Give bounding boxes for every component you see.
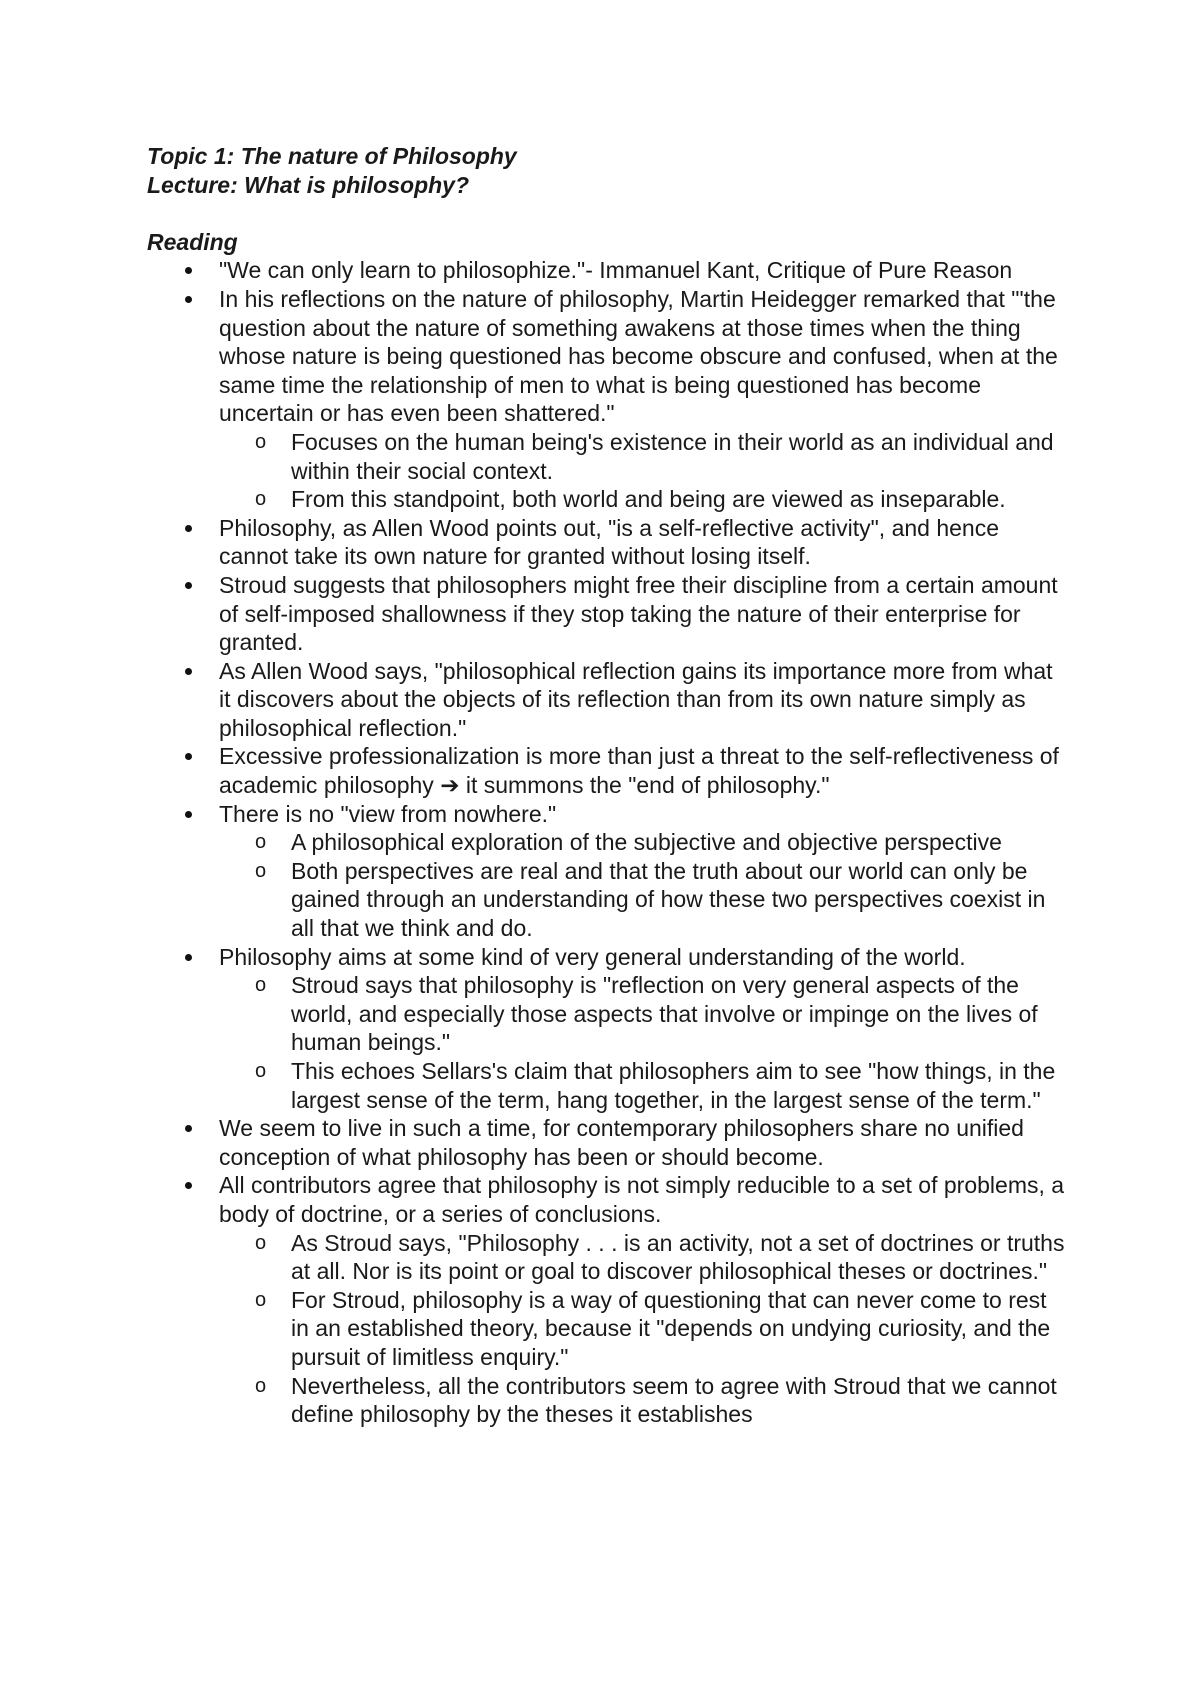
- sub-bullet-marker: o: [255, 1060, 267, 1082]
- sub-list-item-text: This echoes Sellars's claim that philosophers aim to see "how things, in the largest sense of the term, hang together, in the largest sense of the term.": [291, 1058, 1056, 1113]
- list-item: [147, 657, 1067, 743]
- sub-list-item: [219, 828, 1067, 857]
- sub-list-item-text: From this standpoint, both world and being are viewed as inseparable.: [291, 486, 1006, 513]
- sub-list-item: [219, 428, 1067, 485]
- list-item-text: All contributors agree that philosophy is not simply reducible to a set of problems, a body of doctrine, or a series of conclusions.: [219, 1172, 1065, 1227]
- sub-list-item: [219, 485, 1067, 514]
- topic-heading: Topic 1: The nature of Philosophy: [147, 143, 517, 169]
- sub-list-item: [219, 1286, 1067, 1372]
- list-item-text: Philosophy, as Allen Wood points out, "is a self-reflective activity", and hence cannot take its own nature for granted without losing itself.: [219, 514, 1000, 570]
- list-item-text: "We can only learn to philosophize."- Immanuel Kant, Critique of Pure Reason: [219, 257, 1013, 284]
- sub-bullet-marker: o: [255, 1374, 267, 1397]
- bullet-icon: [183, 571, 193, 600]
- lecture-heading: Lecture: What is philosophy?: [147, 171, 470, 198]
- bullet-icon: [183, 943, 193, 972]
- bullet-icon: [183, 742, 193, 771]
- list-item: [147, 285, 1067, 514]
- list-item: [147, 1114, 1067, 1171]
- list-item: [147, 1171, 1067, 1428]
- list-item: [147, 742, 1067, 799]
- sub-list-item-text: Nevertheless, all the contributors seem to agree with Stroud that we cannot define philosophy by the theses it establishes: [291, 1372, 1057, 1428]
- sub-list-item-text: For Stroud, philosophy is a way of questioning that can never come to rest in an established theory, because it "depends on undying curiosity, and the pursuit of limitless enquiry.": [291, 1286, 1051, 1370]
- bullet-icon: [183, 1171, 193, 1200]
- sub-list-item: [219, 1372, 1067, 1429]
- list-item: [147, 800, 1067, 943]
- sub-bullet-marker: o: [255, 974, 267, 997]
- bullet-icon: [183, 514, 193, 543]
- sub-list-item-text: Stroud says that philosophy is "reflection on very general aspects of the world, and especially those aspects that involve or impinge on the lives of human beings.": [291, 972, 1038, 1056]
- bullet-icon: [183, 285, 193, 314]
- sub-bullet-marker: o: [255, 1231, 267, 1254]
- list-item-text: We seem to live in such a time, for contemporary philosophers share no unified conception of what philosophy has been or should become.: [219, 1115, 1024, 1170]
- sub-bullet-marker: o: [255, 1288, 267, 1311]
- sub-list-item: [219, 857, 1067, 943]
- sub-bullet-marker: o: [255, 859, 267, 882]
- bullet-icon: [183, 800, 193, 829]
- list-item-text: Excessive professionalization is more than just a threat to the self-reflectiveness of academic philosophy: [219, 743, 1059, 799]
- sub-list-item-text: As Stroud says, "Philosophy . . . is an activity, not a set of doctrines or truths at all. Nor is its point or goal to discover philosophical theses or doctrines.": [291, 1229, 1065, 1285]
- sub-bullet-marker: o: [255, 488, 267, 511]
- sub-bullet-marker: o: [255, 430, 267, 453]
- sub-list-item-text: Both perspectives are real and that the truth about our world can only be gained through an understanding of how these two perspectives coexist in all that we think and do.: [291, 857, 1046, 942]
- sub-list: [219, 971, 1067, 1114]
- list-item-text: As Allen Wood says, "philosophical reflection gains its importance more from what it discovers about the objects of its reflection than from its own nature simply as philosophical reflection.": [219, 657, 1053, 741]
- sub-list-item-text: A philosophical exploration of the subjective and objective perspective: [291, 829, 1002, 856]
- spacer: [147, 199, 1067, 228]
- sub-list: [219, 828, 1067, 942]
- list-item-text: Philosophy aims at some kind of very general understanding of the world.: [219, 943, 966, 970]
- document-page: [147, 142, 1067, 1429]
- sub-list: [219, 428, 1067, 514]
- sub-list: [219, 1229, 1067, 1429]
- reading-list: [147, 256, 1067, 1428]
- list-item: [147, 943, 1067, 1115]
- list-item: [147, 571, 1067, 657]
- sub-list-item: [219, 1229, 1067, 1286]
- section-heading: Reading: [147, 228, 238, 255]
- list-item: [147, 256, 1067, 285]
- list-item-text: In his reflections on the nature of philosophy, Martin Heidegger remarked that "'the question about the nature of something awakens at those times when the thing whose nature is being questioned has become obscure and confused, when at the same time the relationship of men to what is being questioned has become uncertain or has even been shattered.": [219, 285, 1058, 427]
- arrow-right-icon: ➔: [440, 772, 460, 799]
- list-item-text: There is no "view from nowhere.": [219, 800, 557, 827]
- sub-list-item-text: Focuses on the human being's existence in their world as an individual and within their social context.: [291, 428, 1054, 484]
- sub-bullet-marker: o: [255, 831, 267, 854]
- bullet-icon: [183, 657, 193, 686]
- list-item-text: Stroud suggests that philosophers might free their discipline from a certain amount of self-imposed shallowness if they stop taking the nature of their enterprise for granted.: [219, 571, 1058, 656]
- list-item-text: it summons the "end of philosophy.": [465, 772, 830, 799]
- list-item: [147, 514, 1067, 571]
- bullet-icon: [183, 256, 193, 285]
- sub-list-item: [219, 1057, 1067, 1114]
- bullet-icon: [183, 1114, 193, 1143]
- sub-list-item: [219, 971, 1067, 1057]
